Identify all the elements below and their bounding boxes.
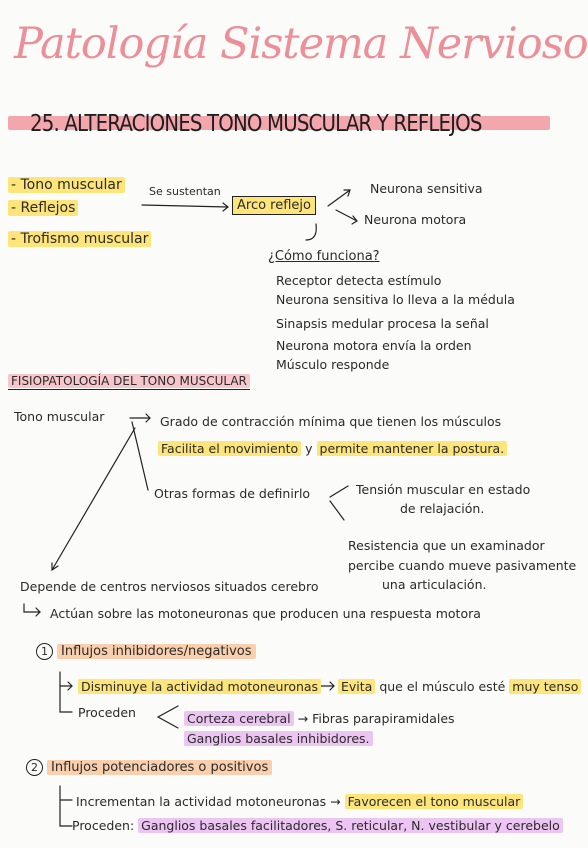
step-1: Receptor detecta estímulo [276, 273, 442, 288]
facilita-line: Facilita el movimiento y permite mantener la postura. [158, 441, 507, 456]
proceden-label: Proceden [78, 705, 136, 720]
como-funciona-heading: ¿Cómo funciona? [268, 249, 380, 264]
neurona-sensitiva-label: Neurona sensitiva [370, 181, 483, 196]
tono-muscular-label: Tono muscular [14, 409, 105, 424]
depende-text: Depende de centros nerviosos situados cerebro [20, 579, 319, 594]
actuan-text: Actúan sobre las motoneuronas que producen una respuesta motora [50, 606, 481, 621]
resistencia-line-2: percibe cuando mueve pasivamente [348, 558, 577, 573]
resistencia-line-1: Resistencia que un examinador [348, 538, 545, 553]
grado-text: Grado de contracción mínima que tienen los músculos [160, 414, 502, 429]
ganglios-line: Ganglios basales inhibidores. [184, 731, 373, 746]
incrementan-line: Incrementan la actividad motoneuronas → Favorecen el tono muscular [76, 794, 523, 809]
step-4: Neurona motora envía la orden [276, 338, 472, 353]
tension-line-1: Tensión muscular en estado [356, 482, 531, 497]
resistencia-line-3: una articulación. [382, 577, 487, 592]
section-subtitle: 25. ALTERACIONES TONO MUSCULAR Y REFLEJOS [30, 111, 482, 137]
corteza-line: Corteza cerebral → Fibras parapiramidales [184, 711, 455, 726]
proceden2-line: Proceden: Ganglios basales facilitadores, S. reticular, N. vestibular y cerebelo [72, 818, 563, 833]
arco-reflejo-box: Arco reflejo [232, 198, 316, 213]
list-item-reflejos: - Reflejos [8, 201, 78, 216]
otras-formas-label: Otras formas de definirlo [154, 486, 311, 501]
se-sustentan-label: Se sustentan [149, 185, 221, 198]
step-5: Músculo responde [276, 357, 390, 372]
fisio-heading: FISIOPATOLOGÍA DEL TONO MUSCULAR [8, 374, 250, 390]
tension-line-2: de relajación. [400, 501, 485, 516]
page-title: Patología Sistema Nervioso [14, 19, 588, 69]
disminuye-line: Disminuye la actividad motoneuronas [78, 679, 321, 694]
neurona-motora-label: Neurona motora [364, 212, 467, 227]
evita-line: Evita que el músculo esté muy tenso [338, 679, 581, 694]
list-item-trofismo: - Trofismo muscular [8, 232, 151, 247]
step-3: Sinapsis medular procesa la señal [276, 316, 489, 331]
influjos-inhib-heading: 1 Influjos inhibidores/negativos [36, 643, 256, 660]
step-2: Neurona sensitiva lo lleva a la médula [276, 292, 515, 307]
influjos-poten-heading: 2 Influjos potenciadores o positivos [26, 759, 272, 776]
list-item-tono: - Tono muscular [8, 178, 125, 193]
